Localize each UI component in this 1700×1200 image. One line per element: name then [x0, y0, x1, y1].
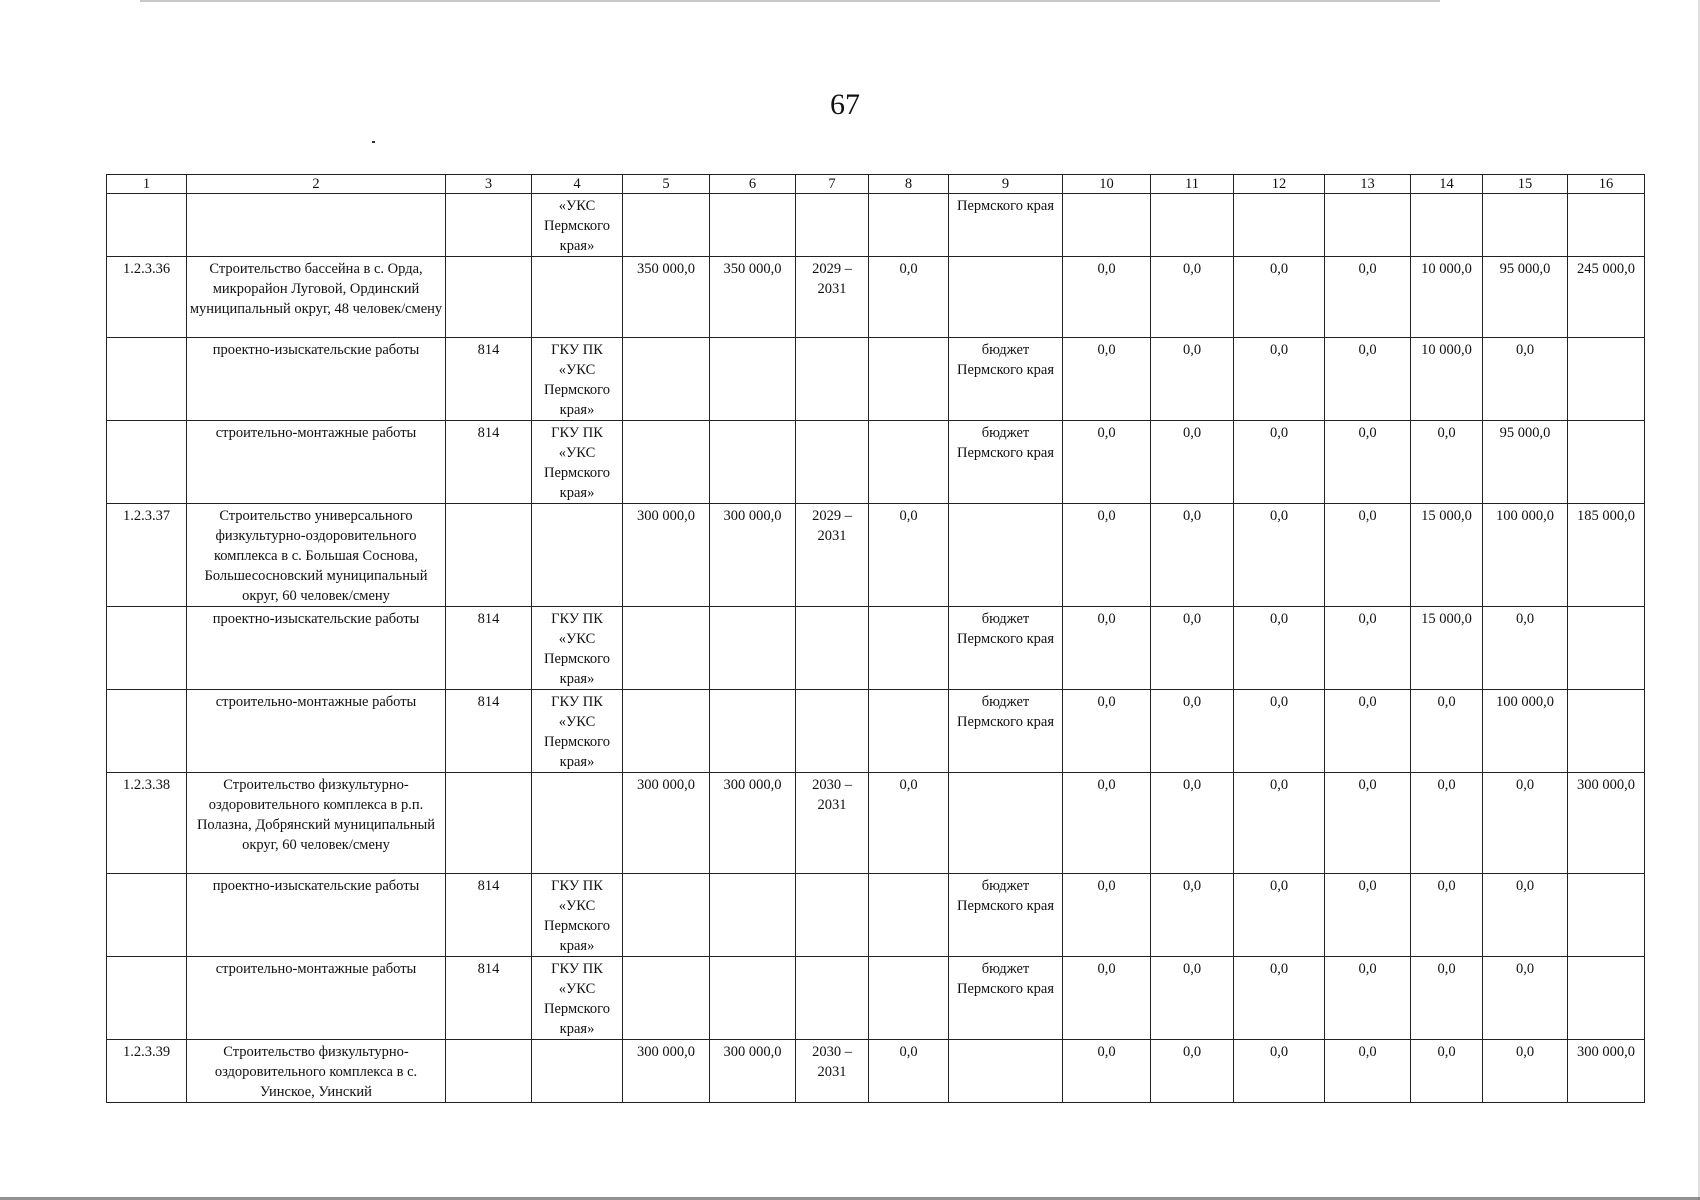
cell-value-col-10: 0,0 — [1063, 421, 1151, 504]
cell-value-col-11: 0,0 — [1151, 690, 1234, 773]
cell-code-814: 814 — [446, 421, 532, 504]
cell-funding-source: бюджет Пермского края — [949, 421, 1063, 504]
cell-value-col-15: 95 000,0 — [1483, 257, 1568, 338]
cell-value-col-16: 185 000,0 — [1568, 504, 1645, 607]
cell-value-col-13: 0,0 — [1325, 421, 1411, 504]
cell-item-name: проектно-изыскательские работы — [187, 874, 446, 957]
cell-code-814: 814 — [446, 338, 532, 421]
cell-value-col-16: 245 000,0 — [1568, 257, 1645, 338]
cell-estimate-cost — [710, 338, 796, 421]
cell-code-814 — [446, 257, 532, 338]
cell-total-cost — [623, 957, 710, 1040]
table-row — [107, 690, 1645, 773]
page-number: 67 — [830, 88, 860, 121]
scan-edge-top — [140, 0, 1440, 2]
table-row — [107, 194, 1645, 257]
cell-value-col-11: 0,0 — [1151, 1040, 1234, 1103]
cell-total-cost — [623, 194, 710, 257]
column-header: 9 — [949, 175, 1063, 194]
cell-code-814: 814 — [446, 957, 532, 1040]
cell-item-code — [107, 607, 187, 690]
cell-value-col-12: 0,0 — [1234, 690, 1325, 773]
cell-value-col-11: 0,0 — [1151, 957, 1234, 1040]
column-header: 6 — [710, 175, 796, 194]
cell-financed-before — [869, 957, 949, 1040]
cell-total-cost: 300 000,0 — [623, 504, 710, 607]
column-header: 13 — [1325, 175, 1411, 194]
cell-estimate-cost — [710, 607, 796, 690]
table-row — [107, 257, 1645, 338]
cell-period: 2030 – 2031 — [796, 1040, 869, 1103]
cell-value-col-11: 0,0 — [1151, 504, 1234, 607]
cell-total-cost: 350 000,0 — [623, 257, 710, 338]
cell-funding-source — [949, 504, 1063, 607]
cell-value-col-14: 15 000,0 — [1411, 607, 1483, 690]
cell-code-814 — [446, 194, 532, 257]
cell-period — [796, 607, 869, 690]
budget-table — [106, 174, 1645, 1103]
cell-value-col-10: 0,0 — [1063, 257, 1151, 338]
cell-value-col-11: 0,0 — [1151, 773, 1234, 874]
cell-value-col-10: 0,0 — [1063, 773, 1151, 874]
cell-executor: ГКУ ПК «УКС Пермского края» — [532, 338, 623, 421]
cell-value-col-15: 100 000,0 — [1483, 690, 1568, 773]
cell-item-name: Строительство физкультурно-оздоровительного комплекса в р.п. Полазна, Добрянский муниципальный округ, 60 человек/смену — [187, 773, 446, 874]
column-header: 14 — [1411, 175, 1483, 194]
cell-financed-before — [869, 874, 949, 957]
cell-period: 2029 – 2031 — [796, 257, 869, 338]
cell-item-name: Строительство универсального физкультурно-оздоровительного комплекса в с. Большая Соснова, Большесосновский муниципальный округ, 60 человек/смену — [187, 504, 446, 607]
cell-financed-before: 0,0 — [869, 1040, 949, 1103]
cell-value-col-11: 0,0 — [1151, 607, 1234, 690]
cell-estimate-cost: 300 000,0 — [710, 504, 796, 607]
cell-value-col-10: 0,0 — [1063, 874, 1151, 957]
column-header: 15 — [1483, 175, 1568, 194]
cell-executor: ГКУ ПК «УКС Пермского края» — [532, 690, 623, 773]
cell-financed-before — [869, 194, 949, 257]
cell-value-col-16: 300 000,0 — [1568, 1040, 1645, 1103]
cell-funding-source — [949, 257, 1063, 338]
cell-funding-source — [949, 773, 1063, 874]
cell-financed-before — [869, 607, 949, 690]
cell-period — [796, 874, 869, 957]
cell-funding-source: бюджет Пермского края — [949, 957, 1063, 1040]
cell-financed-before: 0,0 — [869, 504, 949, 607]
cell-value-col-12: 0,0 — [1234, 1040, 1325, 1103]
cell-total-cost — [623, 874, 710, 957]
column-header: 1 — [107, 175, 187, 194]
cell-estimate-cost — [710, 957, 796, 1040]
cell-value-col-14: 0,0 — [1411, 421, 1483, 504]
column-header: 5 — [623, 175, 710, 194]
cell-item-code — [107, 690, 187, 773]
cell-executor: ГКУ ПК «УКС Пермского края» — [532, 874, 623, 957]
cell-total-cost: 300 000,0 — [623, 773, 710, 874]
column-header: 11 — [1151, 175, 1234, 194]
cell-value-col-16 — [1568, 690, 1645, 773]
cell-value-col-16 — [1568, 874, 1645, 957]
cell-estimate-cost — [710, 194, 796, 257]
cell-value-col-12: 0,0 — [1234, 773, 1325, 874]
cell-value-col-13: 0,0 — [1325, 504, 1411, 607]
cell-value-col-13: 0,0 — [1325, 257, 1411, 338]
cell-period — [796, 690, 869, 773]
cell-code-814: 814 — [446, 874, 532, 957]
cell-value-col-14 — [1411, 194, 1483, 257]
cell-value-col-10: 0,0 — [1063, 607, 1151, 690]
cell-item-name: проектно-изыскательские работы — [187, 607, 446, 690]
cell-item-name: строительно-монтажные работы — [187, 690, 446, 773]
cell-estimate-cost — [710, 874, 796, 957]
cell-period: 2029 – 2031 — [796, 504, 869, 607]
cell-total-cost — [623, 607, 710, 690]
cell-financed-before — [869, 421, 949, 504]
cell-funding-source: бюджет Пермского края — [949, 874, 1063, 957]
column-header: 12 — [1234, 175, 1325, 194]
table-row — [107, 957, 1645, 1040]
cell-funding-source: бюджет Пермского края — [949, 338, 1063, 421]
cell-value-col-16: 300 000,0 — [1568, 773, 1645, 874]
cell-value-col-14: 10 000,0 — [1411, 338, 1483, 421]
cell-value-col-14: 15 000,0 — [1411, 504, 1483, 607]
cell-value-col-15 — [1483, 194, 1568, 257]
cell-estimate-cost — [710, 690, 796, 773]
cell-funding-source: бюджет Пермского края — [949, 607, 1063, 690]
cell-item-code — [107, 421, 187, 504]
cell-value-col-11: 0,0 — [1151, 874, 1234, 957]
cell-value-col-12: 0,0 — [1234, 874, 1325, 957]
cell-total-cost: 300 000,0 — [623, 1040, 710, 1103]
cell-value-col-10: 0,0 — [1063, 957, 1151, 1040]
cell-executor: ГКУ ПК «УКС Пермского края» — [532, 421, 623, 504]
cell-value-col-15: 0,0 — [1483, 607, 1568, 690]
cell-value-col-11 — [1151, 194, 1234, 257]
cell-code-814: 814 — [446, 690, 532, 773]
table-row — [107, 607, 1645, 690]
table-row — [107, 338, 1645, 421]
column-header: 2 — [187, 175, 446, 194]
cell-value-col-15: 0,0 — [1483, 874, 1568, 957]
cell-total-cost — [623, 690, 710, 773]
cell-value-col-13: 0,0 — [1325, 773, 1411, 874]
cell-value-col-12: 0,0 — [1234, 607, 1325, 690]
column-header: 16 — [1568, 175, 1645, 194]
cell-value-col-12: 0,0 — [1234, 957, 1325, 1040]
table-row — [107, 874, 1645, 957]
cell-item-name: строительно-монтажные работы — [187, 957, 446, 1040]
cell-value-col-14: 0,0 — [1411, 690, 1483, 773]
cell-item-code: 1.2.3.36 — [107, 257, 187, 338]
cell-item-name: Строительство физкультурно-оздоровительного комплекса в с. Уинское, Уинский — [187, 1040, 446, 1103]
cell-value-col-12: 0,0 — [1234, 421, 1325, 504]
cell-value-col-11: 0,0 — [1151, 257, 1234, 338]
cell-value-col-15: 0,0 — [1483, 773, 1568, 874]
cell-item-name: строительно-монтажные работы — [187, 421, 446, 504]
cell-financed-before — [869, 338, 949, 421]
cell-value-col-10 — [1063, 194, 1151, 257]
cell-value-col-16 — [1568, 194, 1645, 257]
cell-value-col-12: 0,0 — [1234, 338, 1325, 421]
cell-value-col-11: 0,0 — [1151, 421, 1234, 504]
cell-period — [796, 957, 869, 1040]
table-header-row — [107, 175, 1645, 194]
cell-item-code: 1.2.3.39 — [107, 1040, 187, 1103]
cell-value-col-13: 0,0 — [1325, 957, 1411, 1040]
cell-item-name: проектно-изыскательские работы — [187, 338, 446, 421]
cell-period: 2030 – 2031 — [796, 773, 869, 874]
cell-funding-source: бюджет Пермского края — [949, 690, 1063, 773]
cell-code-814: 814 — [446, 607, 532, 690]
cell-value-col-10: 0,0 — [1063, 690, 1151, 773]
cell-estimate-cost: 350 000,0 — [710, 257, 796, 338]
scan-speck — [372, 141, 375, 143]
cell-financed-before: 0,0 — [869, 257, 949, 338]
cell-code-814 — [446, 1040, 532, 1103]
cell-value-col-12: 0,0 — [1234, 257, 1325, 338]
cell-value-col-11: 0,0 — [1151, 338, 1234, 421]
cell-executor: «УКС Пермского края» — [532, 194, 623, 257]
cell-item-name: Строительство бассейна в с. Орда, микрорайон Луговой, Ординский муниципальный округ, 48 человек/смену — [187, 257, 446, 338]
cell-financed-before: 0,0 — [869, 773, 949, 874]
cell-value-col-13: 0,0 — [1325, 1040, 1411, 1103]
cell-financed-before — [869, 690, 949, 773]
cell-item-code: 1.2.3.37 — [107, 504, 187, 607]
cell-value-col-15: 0,0 — [1483, 957, 1568, 1040]
table-row — [107, 504, 1645, 607]
cell-item-code: 1.2.3.38 — [107, 773, 187, 874]
cell-item-code — [107, 874, 187, 957]
cell-value-col-15: 0,0 — [1483, 338, 1568, 421]
cell-value-col-14: 0,0 — [1411, 773, 1483, 874]
cell-executor — [532, 1040, 623, 1103]
cell-value-col-12: 0,0 — [1234, 504, 1325, 607]
cell-value-col-13: 0,0 — [1325, 607, 1411, 690]
cell-value-col-13: 0,0 — [1325, 690, 1411, 773]
cell-code-814 — [446, 504, 532, 607]
cell-item-code — [107, 194, 187, 257]
cell-value-col-14: 10 000,0 — [1411, 257, 1483, 338]
cell-item-code — [107, 957, 187, 1040]
cell-total-cost — [623, 338, 710, 421]
cell-executor: ГКУ ПК «УКС Пермского края» — [532, 957, 623, 1040]
cell-value-col-13: 0,0 — [1325, 874, 1411, 957]
cell-period — [796, 338, 869, 421]
cell-estimate-cost: 300 000,0 — [710, 773, 796, 874]
cell-value-col-16 — [1568, 957, 1645, 1040]
table-row — [107, 421, 1645, 504]
cell-value-col-14: 0,0 — [1411, 957, 1483, 1040]
cell-value-col-15: 95 000,0 — [1483, 421, 1568, 504]
cell-period — [796, 194, 869, 257]
column-header: 4 — [532, 175, 623, 194]
cell-estimate-cost: 300 000,0 — [710, 1040, 796, 1103]
cell-value-col-12 — [1234, 194, 1325, 257]
column-header: 10 — [1063, 175, 1151, 194]
cell-executor — [532, 504, 623, 607]
cell-item-name — [187, 194, 446, 257]
cell-executor — [532, 773, 623, 874]
column-header: 8 — [869, 175, 949, 194]
cell-value-col-13: 0,0 — [1325, 338, 1411, 421]
cell-value-col-15: 0,0 — [1483, 1040, 1568, 1103]
cell-value-col-13 — [1325, 194, 1411, 257]
cell-funding-source: Пермского края — [949, 194, 1063, 257]
cell-value-col-10: 0,0 — [1063, 338, 1151, 421]
column-header: 3 — [446, 175, 532, 194]
cell-code-814 — [446, 773, 532, 874]
cell-total-cost — [623, 421, 710, 504]
table-row — [107, 1040, 1645, 1103]
cell-value-col-14: 0,0 — [1411, 874, 1483, 957]
cell-funding-source — [949, 1040, 1063, 1103]
cell-value-col-16 — [1568, 338, 1645, 421]
cell-value-col-10: 0,0 — [1063, 1040, 1151, 1103]
cell-item-code — [107, 338, 187, 421]
cell-value-col-14: 0,0 — [1411, 1040, 1483, 1103]
cell-period — [796, 421, 869, 504]
table-body — [107, 194, 1645, 1103]
cell-value-col-10: 0,0 — [1063, 504, 1151, 607]
cell-executor — [532, 257, 623, 338]
cell-value-col-16 — [1568, 607, 1645, 690]
cell-estimate-cost — [710, 421, 796, 504]
table-row — [107, 773, 1645, 874]
cell-value-col-16 — [1568, 421, 1645, 504]
cell-value-col-15: 100 000,0 — [1483, 504, 1568, 607]
cell-executor: ГКУ ПК «УКС Пермского края» — [532, 607, 623, 690]
column-header: 7 — [796, 175, 869, 194]
